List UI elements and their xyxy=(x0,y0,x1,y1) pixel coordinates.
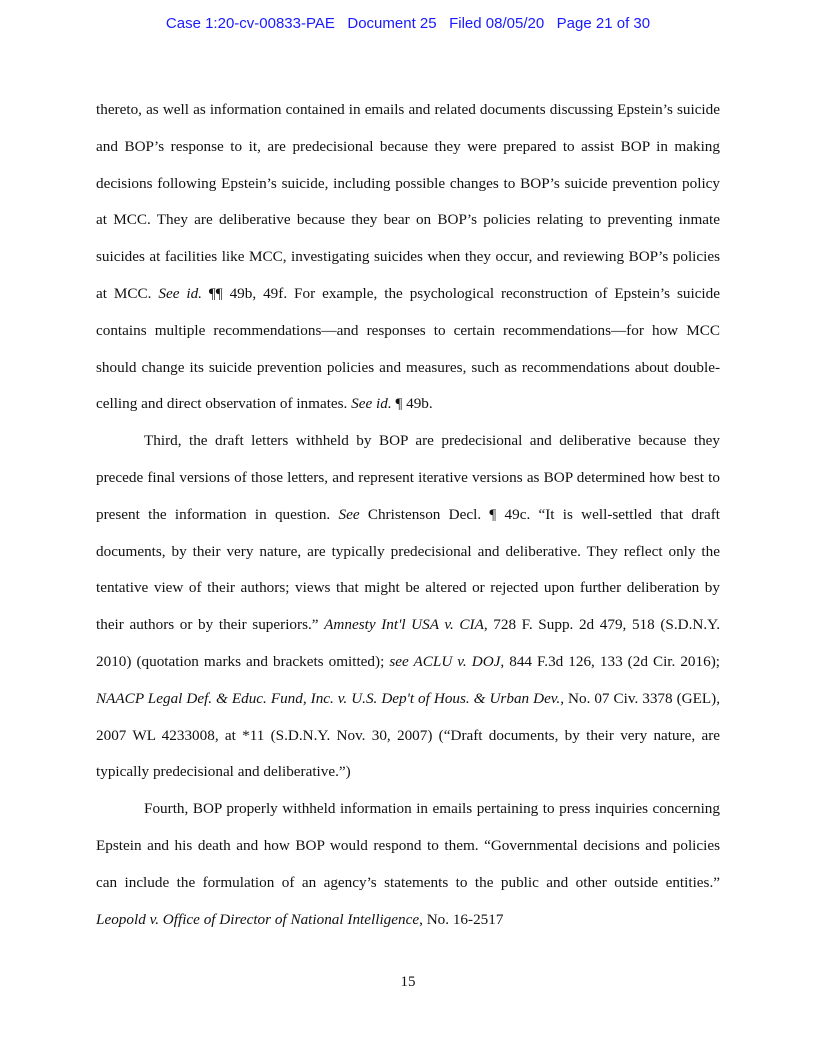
citation-italic: See id. xyxy=(351,395,392,413)
citation-italic: see ACLU v. DOJ xyxy=(389,652,501,670)
text-run: , 844 F.3d 126, 133 (2d Cir. 2016); xyxy=(500,652,720,670)
text-run: Fourth, BOP properly withheld information in emails pertaining to press inquiries concerning Epstein and his death and how BOP would respond to them. “Governmental decisions and policies can include the formulation of an agency’s statements to the public and other outside entities.” xyxy=(96,800,720,891)
case-header: Case 1:20-cv-00833-PAE Document 25 Filed 08/05/20 Page 21 of 30 xyxy=(165,15,651,32)
document-body xyxy=(96,92,720,938)
citation-italic: NAACP Legal Def. & Educ. Fund, Inc. v. U.S. Dep't of Hous. & Urban Dev. xyxy=(96,689,561,707)
text-run: thereto, as well as information contained in emails and related documents discussing Epstein’s suicide and BOP’s response to it, are predecisional because they were prepared to assist BOP in making decisions following Epstein’s suicide, including possible changes to BOP’s suicide prevention policy at MCC. They are deliberative because they bear on BOP’s policies relating to preventing inmate suicides at facilities like MCC, investigating suicides when they occur, and reviewing BOP’s policies at MCC. xyxy=(96,101,720,302)
paragraph-continuation xyxy=(96,92,720,423)
text-run: Christenson Decl. ¶ 49c. “It is well-settled that draft documents, by their very nature, are typically predecisional and deliberative. They reflect only the tentative view of their authors; views that might be altered or rejected upon further deliberation by their authors or by their superiors.” xyxy=(96,505,720,634)
text-run: Third, the draft letters withheld by BOP are predecisional and deliberative because they precede final versions of those letters, and represent iterative versions as BOP determined how best to present the information in question. xyxy=(96,432,720,523)
paragraph-fourth xyxy=(96,791,720,938)
text-run: , 728 F. Supp. 2d 479, 518 (S.D.N.Y. 2010) (quotation marks and brackets omitted); xyxy=(96,616,720,670)
page-number: 15 xyxy=(400,974,416,990)
paragraph-third xyxy=(96,423,720,791)
citation-italic: See id. xyxy=(158,284,202,302)
text-run: ¶¶ 49b, 49f. For example, the psychological reconstruction of Epstein’s suicide contains multiple recommendations—and responses to certain recommendations—for how MCC should change its suicide prevention policies and measures, such as recommendations about double-celling and direct observation of inmates. xyxy=(96,284,720,413)
text-run: , No. 07 Civ. 3378 (GEL), 2007 WL 4233008, at *11 (S.D.N.Y. Nov. 30, 2007) (“Draft documents, by their very nature, are typically predecisional and deliberative.”) xyxy=(96,689,721,781)
citation-italic: Amnesty Int'l USA v. CIA xyxy=(324,616,484,634)
citation-italic: Leopold v. Office of Director of National Intelligence xyxy=(96,910,420,928)
text-run: , No. 16-2517 xyxy=(419,910,504,928)
citation-italic: See xyxy=(338,505,360,523)
text-run: ¶ 49b. xyxy=(391,395,433,413)
